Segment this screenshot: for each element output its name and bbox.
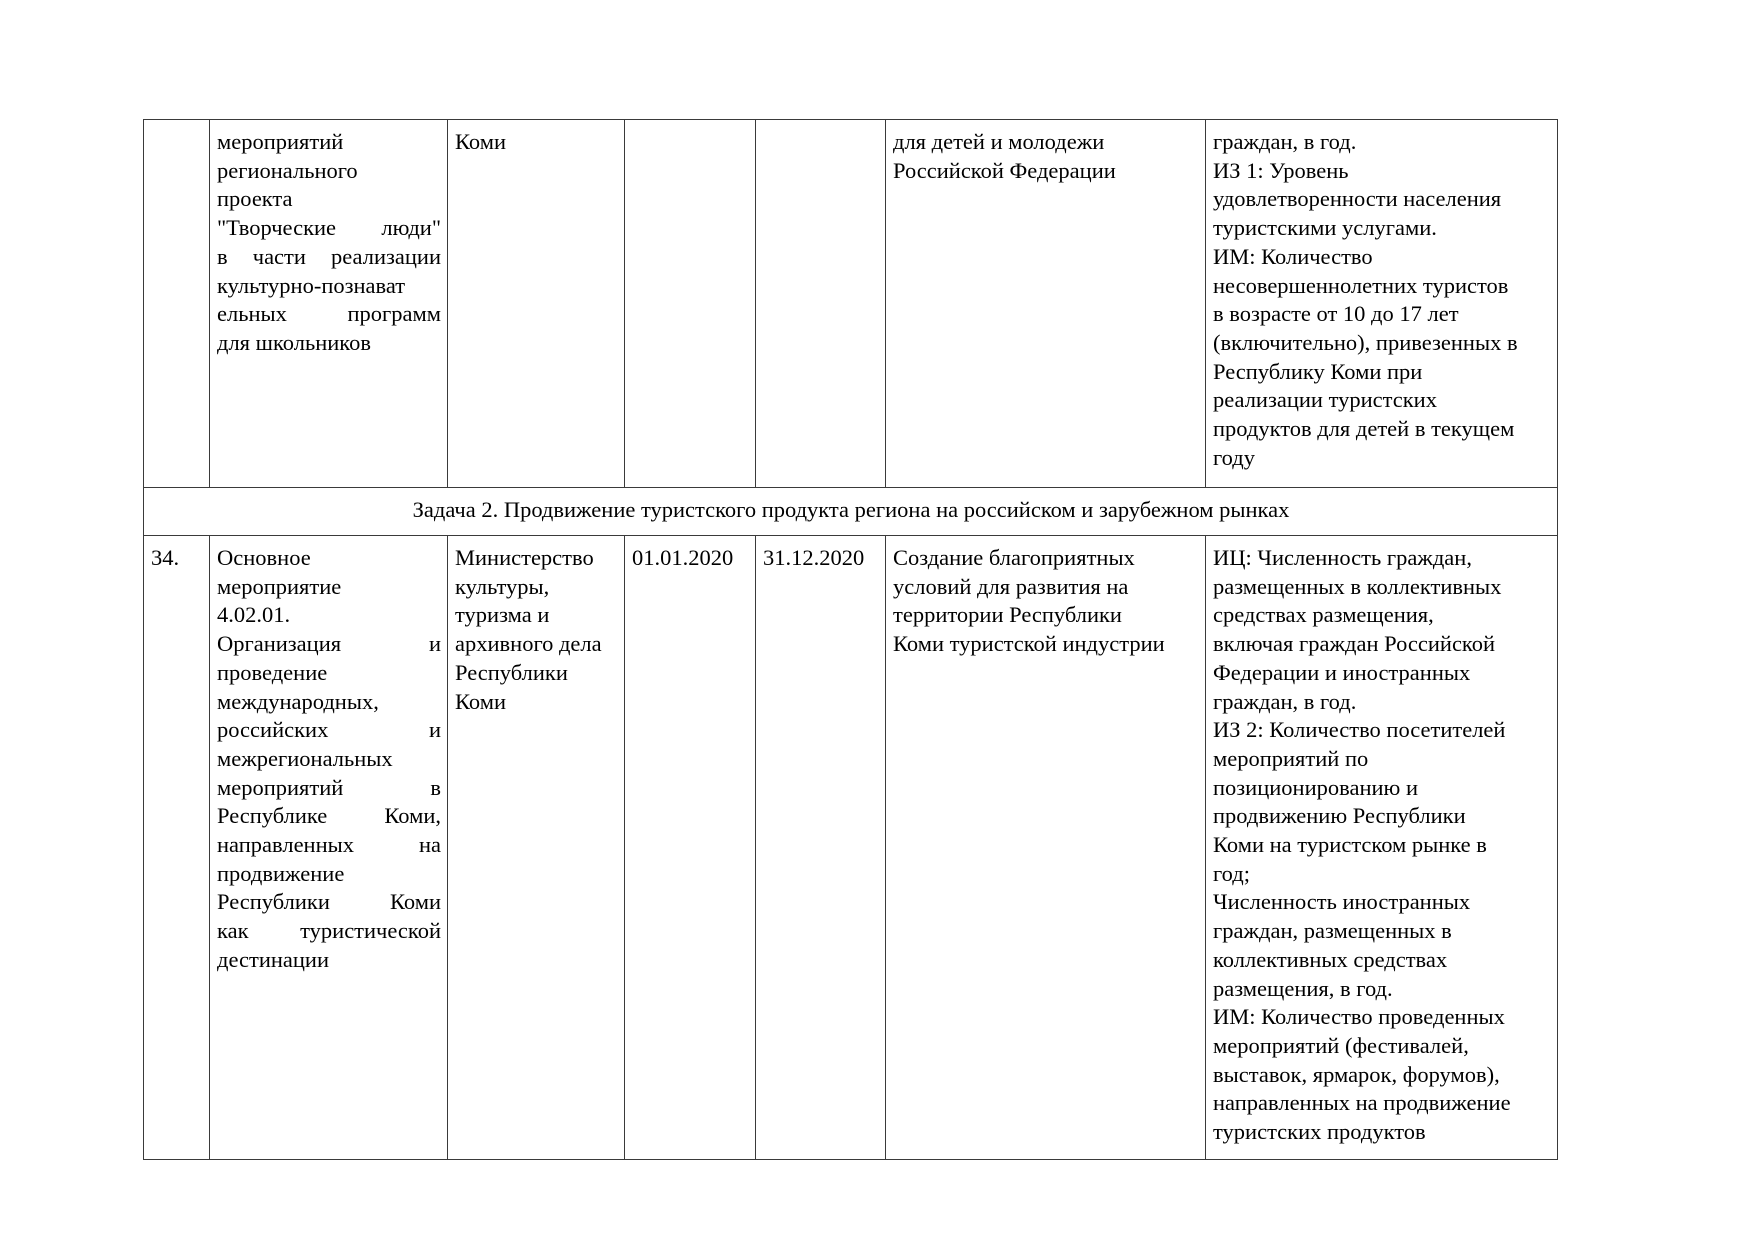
text-line: ИЦ: Численность граждан, (1213, 545, 1472, 570)
text-line: Коми туристской индустрии (893, 631, 1165, 657)
text-line: продвижению Республики (1213, 803, 1466, 829)
text-line: Создание благоприятных (893, 545, 1135, 570)
text-line: реализации туристских (1213, 387, 1437, 413)
text-line: для школьников (217, 329, 371, 355)
text-line: граждан, в год. (1213, 688, 1357, 714)
text-line: "Творческие люди" (217, 215, 441, 241)
text-line: ИМ: Количество (1213, 243, 1373, 269)
text-line: году (1213, 444, 1255, 470)
text-line: ИЗ 2: Количество посетителей (1213, 717, 1506, 743)
text-line: (включительно), привезенных в (1213, 329, 1518, 355)
cell-indicators (1206, 120, 1558, 488)
table-row-task-heading (144, 488, 1558, 536)
text-line: размещения, в год. (1213, 975, 1393, 1001)
text-line: проекта (217, 186, 293, 212)
text-line: продуктов для детей в текущем (1213, 416, 1515, 442)
text-line: Организация и (217, 631, 441, 657)
text-line: Республики Коми (217, 889, 441, 915)
text-line: Республики (455, 659, 568, 685)
text-line: размещенных в коллективных (1213, 573, 1502, 599)
text-line: туристскими услугами. (1213, 215, 1437, 241)
cell-expected-result (886, 536, 1206, 1160)
text-line: проведение (217, 659, 328, 685)
text-line: направленных на (217, 832, 441, 858)
text-line: Федерации и иностранных (1213, 659, 1471, 685)
text-line: Основное (217, 545, 311, 570)
text-line: дестинации (217, 946, 330, 972)
text-line: Министерство (455, 545, 594, 570)
cell-event (210, 536, 448, 1160)
cell-end-date: 31.12.2020 (756, 536, 886, 1160)
text-line: Республике Коми, (217, 803, 441, 829)
text-line: как туристической (217, 918, 441, 944)
text-line: Численность иностранных (1213, 889, 1471, 915)
text-line: Российской Федерации (893, 157, 1116, 183)
task-heading: Задача 2. Продвижение туристского продукта региона на российском и зарубежном рынках (144, 488, 1558, 536)
text-line: туристских продуктов (1213, 1119, 1426, 1145)
text-line: международных, (217, 688, 379, 714)
text-line: культуры, (455, 573, 550, 599)
text-line: Коми на туристском рынке в (1213, 832, 1487, 858)
text-line: межрегиональных (217, 745, 393, 771)
text-line: территории Республики (893, 602, 1122, 628)
text-line: граждан, в год. (1213, 129, 1357, 154)
cell-event (210, 120, 448, 488)
text-line: мероприятий (217, 129, 344, 154)
text-line: средствах размещения, (1213, 602, 1434, 628)
text-line: условий для развития на (893, 573, 1129, 599)
text-line: год; (1213, 860, 1250, 886)
text-line: мероприятий по (1213, 745, 1369, 771)
text-line: регионального (217, 157, 358, 183)
table-row-34 (144, 536, 1558, 1160)
text-line: граждан, размещенных в (1213, 918, 1452, 944)
text-line: для детей и молодежи (893, 129, 1105, 154)
cell-executor (448, 120, 625, 488)
cell-indicators (1206, 536, 1558, 1160)
text-line: российских и (217, 717, 441, 743)
text-line: продвижение (217, 860, 345, 886)
cell-number (144, 120, 210, 488)
cell-start-date: 01.01.2020 (625, 536, 756, 1160)
text-line: ИЗ 1: Уровень (1213, 157, 1349, 183)
text-line: мероприятий в (217, 774, 441, 800)
text-line: ИМ: Количество проведенных (1213, 1004, 1505, 1030)
event-plan-table (143, 119, 1558, 1160)
cell-expected-result (886, 120, 1206, 488)
cell-number: 34. (144, 536, 210, 1160)
text-line: в возрасте от 10 до 17 лет (1213, 301, 1459, 327)
cell-end-date (756, 120, 886, 488)
text-line: мероприятие (217, 573, 342, 599)
text-line: Коми (455, 129, 506, 154)
text-line: ельных программ (217, 301, 441, 327)
cell-executor (448, 536, 625, 1160)
text-line: мероприятий (фестивалей, (1213, 1032, 1469, 1058)
text-line: туризма и (455, 602, 550, 628)
text-line: архивного дела (455, 631, 602, 657)
text-line: 4.02.01. (217, 602, 291, 628)
text-line: удовлетворенности населения (1213, 186, 1502, 212)
text-line: коллективных средствах (1213, 946, 1448, 972)
text-line: направленных на продвижение (1213, 1090, 1511, 1116)
cell-start-date (625, 120, 756, 488)
text-line: Коми (455, 688, 506, 714)
text-line: выставок, ярмарок, форумов), (1213, 1061, 1500, 1087)
text-line: в части реализации (217, 243, 441, 269)
text-line: включая граждан Российской (1213, 631, 1496, 657)
table-row-continued (144, 120, 1558, 488)
text-line: Республику Коми при (1213, 358, 1423, 384)
text-line: позиционированию и (1213, 774, 1419, 800)
text-line: культурно-познават (217, 272, 406, 298)
text-line: несовершеннолетних туристов (1213, 272, 1509, 298)
